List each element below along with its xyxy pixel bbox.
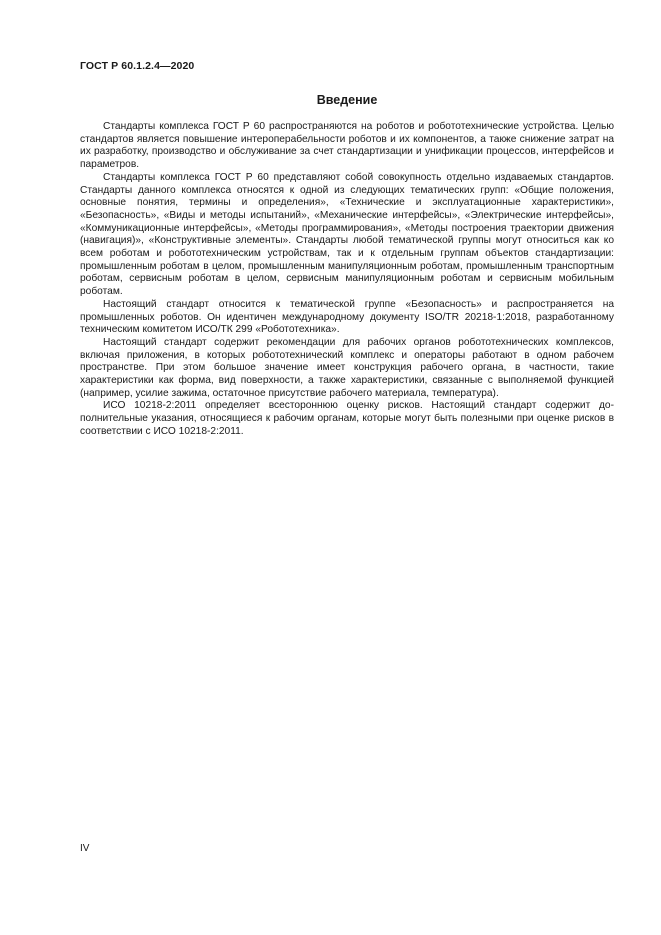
paragraph-risk-assessment: ИСО 10218-2:2011 определяет всестороннюю оценку рисков. Настоящий стандарт содержит дополнительные указания, относящиеся к рабочим органам, которые могут быть полезными при оценке рисков в соответствии с ИСО 10218-2:2011. — [80, 400, 614, 437]
paragraph-thematic-groups: Стандарты комплекса ГОСТ Р 60 представляют собой совокупность отдельно издаваемых стандартов. Стандарты данного комплекса относятся к одной из следующих тематических групп: «Общие положения, основные понятия, термины и определения», «Технические и эксплуатационные характеристики», «Безопасность», «Виды и методы испытаний», «Механические интерфейсы», «Электрические интерфейсы», «Коммуникационные интерфейсы», «Методы программирования», «Методы построения траектории движения (навигация)», «Конструктивные элементы». Стандарты любой тематической группы могут относиться как ко всем роботам и робототехническим устройствам, так и к отдельным группам объектов стандартизации: промышленным роботам в целом, промышленным манипуляционным роботам, промышленным транспортным роботам, сервисным роботам в целом, сервисным манипуляционным роботам и сервисным мобильным роботам. — [80, 171, 614, 298]
page-number: IV — [80, 843, 90, 854]
paragraph-safety-group: Настоящий стандарт относится к тематической группе «Безопасность» и распространяется на промышленных роботов. Он идентичен международному документу ISO/TR 20218-1:2018, разработанному техническим комитетом ИСО/ТК 299 «Робототехника». — [80, 298, 614, 336]
document-body — [80, 121, 614, 439]
section-title: Введение — [316, 93, 378, 107]
paragraph-end-effector-recommendations: Настоящий стандарт содержит рекомендации для рабочих органов робототехнических комплексов, включая приложения, в которых робототехнический комплекс и операторы работают в одном рабочем пространстве. При этом большое значение имеет конструкция рабочего органа, в частности, такие характеристики как форма, вид поверхности, а также характеристики, связанные с выполняемой функцией (например, усилие зажима, остаточное присутствие рабочего материала, температура). — [80, 336, 614, 399]
paragraph-scope: Стандарты комплекса ГОСТ Р 60 распространяются на роботов и робототехнические устройства. Целью стандартов является повышение интероперабельности роботов и их компонентов, а также снижение затрат на их разработку, производство и обслуживание за счет стандартизации и унификации процессов, интерфейсов и параметров. — [80, 121, 614, 171]
document-code-header: ГОСТ Р 60.1.2.4—2020 — [80, 60, 195, 72]
